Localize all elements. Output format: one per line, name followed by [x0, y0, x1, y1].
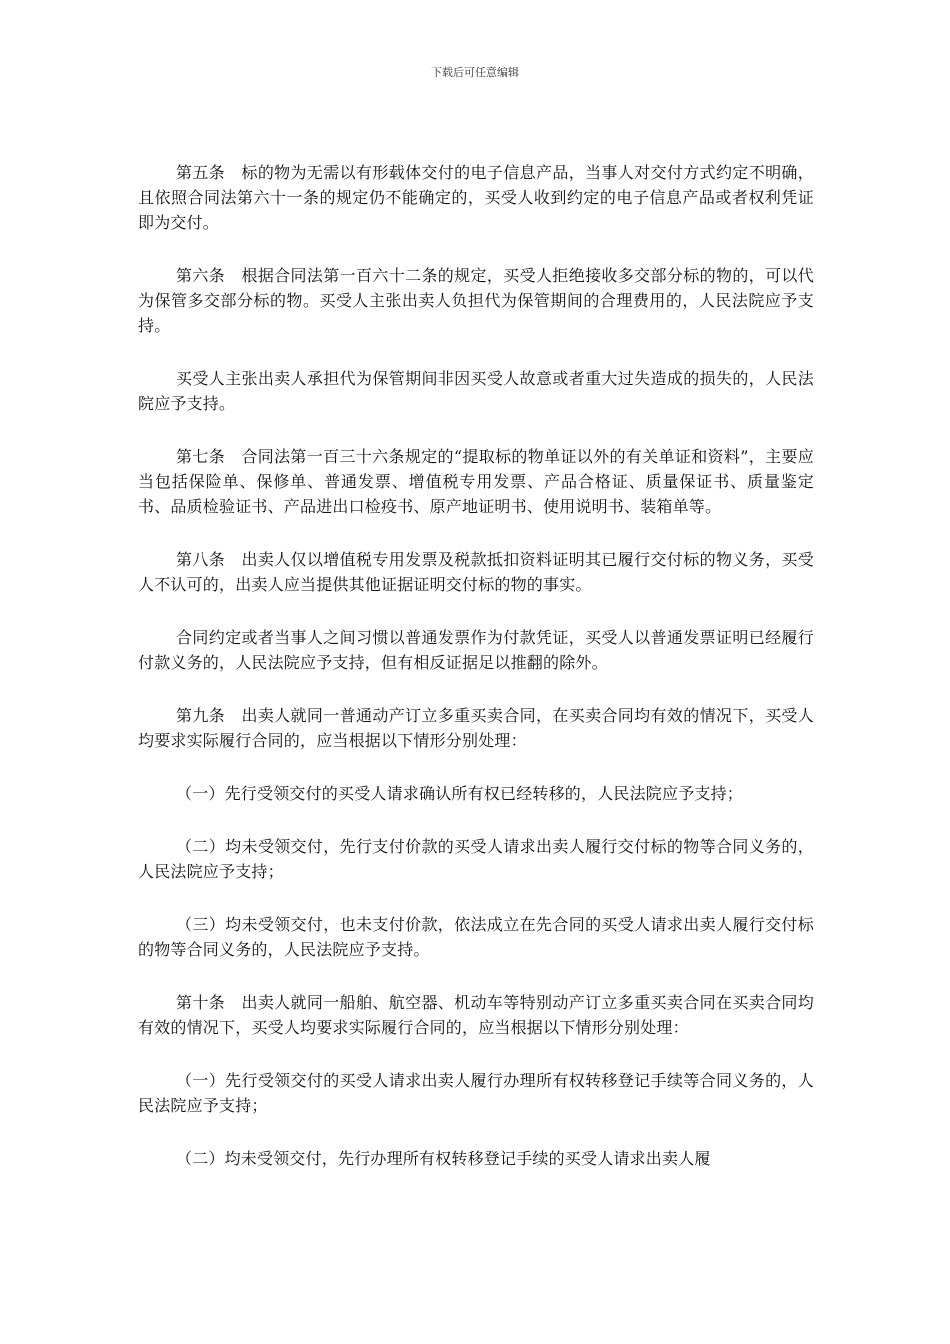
paragraph-article-6: 第六条 根据合同法第一百六十二条的规定，买受人拒绝接收多交部分标的物的，可以代为保管多交部分标的物。买受人主张出卖人负担代为保管期间的合理费用的，人民法院应予支持。: [138, 266, 814, 335]
paragraph-article-9-item-3: （三）均未受领交付，也未支付价款，依法成立在先合同的买受人请求出卖人履行交付标的物等合同义务的，人民法院应予支持。: [138, 915, 814, 959]
paragraph-article-9-item-1: （一）先行受领交付的买受人请求确认所有权已经转移的，人民法院应予支持；: [176, 784, 744, 803]
page-header: 下载后可任意编辑: [431, 66, 519, 79]
paragraph-article-8-clause-2: 合同约定或者当事人之间习惯以普通发票作为付款凭证，买受人以普通发票证明已经履行付款义务的，人民法院应予支持，但有相反证据足以推翻的除外。: [138, 628, 814, 672]
paragraph-article-9-item-2: （二）均未受领交付，先行支付价款的买受人请求出卖人履行交付标的物等合同义务的，人民法院应予支持；: [138, 837, 814, 881]
paragraph-article-5: 第五条 标的物为无需以有形载体交付的电子信息产品，当事人对交付方式约定不明确，且依照合同法第六十一条的规定仍不能确定的，买受人收到约定的电子信息产品或者权利凭证即为交付。: [138, 163, 814, 232]
paragraph-article-10-item-1: （一）先行受领交付的买受人请求出卖人履行办理所有权转移登记手续等合同义务的，人民法院应予支持；: [138, 1071, 814, 1115]
document-body: [138, 160, 814, 1193]
paragraph-article-9: 第九条 出卖人就同一普通动产订立多重买卖合同，在买卖合同均有效的情况下，买受人均要求实际履行合同的，应当根据以下情形分别处理：: [138, 706, 814, 750]
paragraph-article-10: 第十条 出卖人就同一船舶、航空器、机动车等特别动产订立多重买卖合同在买卖合同均有效的情况下，买受人均要求实际履行合同的，应当根据以下情形分别处理：: [138, 993, 814, 1037]
paragraph-article-6-clause-2: 买受人主张出卖人承担代为保管期间非因买受人故意或者重大过失造成的损失的，人民法院应予支持。: [138, 369, 814, 413]
paragraph-article-10-item-2: （二）均未受领交付，先行办理所有权转移登记手续的买受人请求出卖人履: [176, 1149, 711, 1168]
paragraph-article-7: 第七条 合同法第一百三十六条规定的“提取标的物单证以外的有关单证和资料”，主要应当包括保险单、保修单、普通发票、增值税专用发票、产品合格证、质量保证书、质量鉴定书、品质检验证书、产品进出口检疫书、原产地证明书、使用说明书、装箱单等。: [138, 447, 814, 516]
paragraph-article-8: 第八条 出卖人仅以增值税专用发票及税款抵扣资料证明其已履行交付标的物义务，买受人不认可的，出卖人应当提供其他证据证明交付标的物的事实。: [138, 550, 814, 594]
